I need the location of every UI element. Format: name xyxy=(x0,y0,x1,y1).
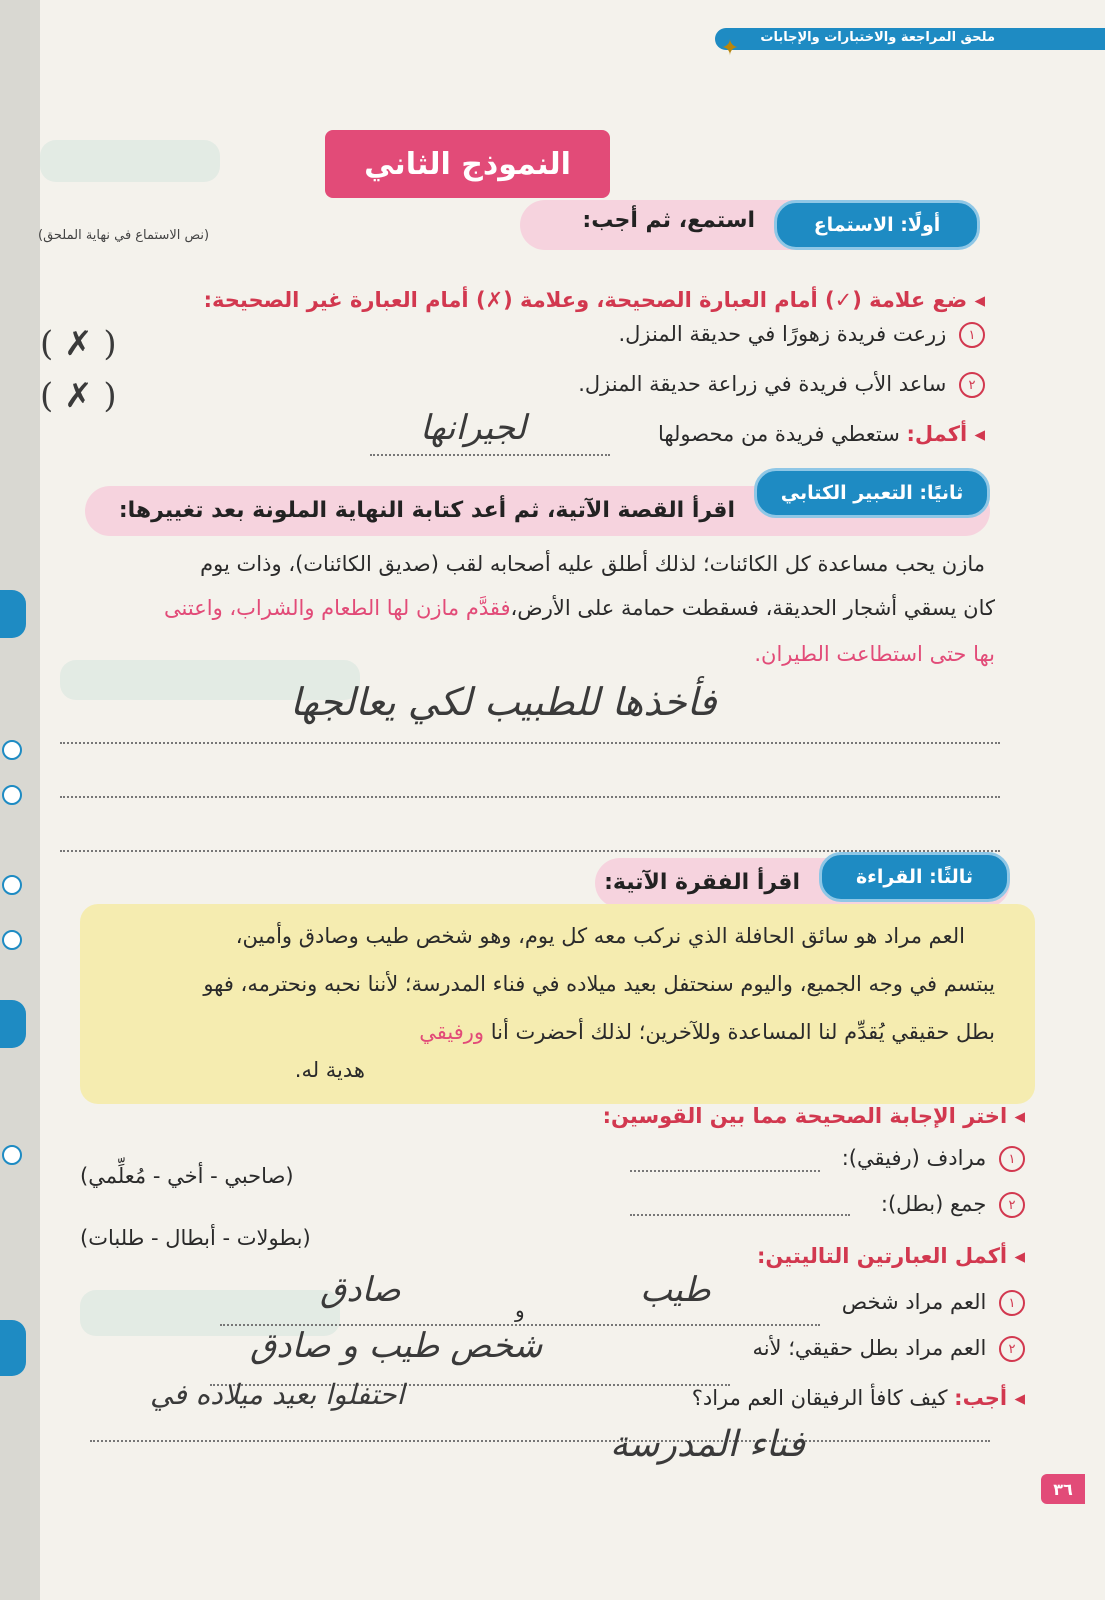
listening-note: (نص الاستماع في نهاية الملحق) xyxy=(38,228,210,243)
choose-item-2 xyxy=(881,1192,1025,1218)
writing-line-1 xyxy=(60,742,1000,744)
paragraph-line-2: يبتسم في وجه الجميع، واليوم سنحتفل بعيد ميلاده في فناء المدرسة؛ لأننا نحبه ونحترمه، فهو xyxy=(203,972,995,996)
page-number: ٣٦ xyxy=(1041,1474,1085,1504)
handwritten-story-ending: فأخذها للطبيب لكي يعالجها xyxy=(290,680,717,724)
side-marker xyxy=(2,930,22,950)
side-tab xyxy=(0,1320,26,1376)
answer-line xyxy=(370,454,610,456)
kids-logo-icon: ✦ xyxy=(720,36,740,61)
reading-badge: ثالثًا: القراءة xyxy=(819,852,1010,902)
answer-label: ◂ أجب: xyxy=(954,1386,1025,1410)
item-number: ٢ xyxy=(959,372,985,398)
side-marker xyxy=(2,875,22,895)
listening-item-1 xyxy=(618,322,985,348)
item-text: زرعت فريدة زهورًا في حديقة المنزل. xyxy=(618,322,947,346)
story-line-3: بها حتى استطاعت الطيران. xyxy=(754,642,995,666)
story-colored: فقدَّم مازن لها الطعام والشراب، واعتنى xyxy=(164,596,511,620)
item-text: العم مراد شخص xyxy=(841,1290,987,1314)
story-plain: كان يسقي أشجار الحديقة، فسقطت حمامة على الأرض، xyxy=(510,596,995,620)
writing-section-header xyxy=(85,482,990,536)
choose-label: ◂ اختر الإجابة الصحيحة مما بين القوسين: xyxy=(602,1104,1025,1128)
writing-instruction: اقرأ القصة الآتية، ثم أعد كتابة النهاية الملونة بعد تغييرها: xyxy=(118,498,735,523)
side-tab xyxy=(0,1000,26,1048)
writing-line-2 xyxy=(60,796,1000,798)
item-text: ساعد الأب فريدة في زراعة حديقة المنزل. xyxy=(578,372,947,396)
side-marker xyxy=(2,785,22,805)
item-text: جمع (بطل): xyxy=(880,1192,987,1216)
side-marker xyxy=(2,740,22,760)
complete-item-1 xyxy=(842,1290,1025,1316)
story-line-2 xyxy=(164,596,995,620)
side-marker xyxy=(2,1145,22,1165)
answer-question xyxy=(692,1386,1025,1410)
listening-complete xyxy=(658,422,985,446)
answer-line xyxy=(90,1440,990,1442)
item-text: العم مراد بطل حقيقي؛ لأنه xyxy=(752,1336,987,1360)
options-1: (صاحبي - أخي - مُعلِّمي) xyxy=(80,1164,294,1188)
header-title: ملحق المراجعة والاختبارات والإجابات xyxy=(760,30,995,45)
options-2: (بطولات - أبطال - طلبات) xyxy=(80,1226,311,1250)
complete-label: ◂ أكمل: xyxy=(906,422,985,446)
handwritten-answer: فناء المدرسة xyxy=(610,1424,805,1465)
listening-task: ◂ ضع علامة (✓) أمام العبارة الصحيحة، وعلامة (✗) أمام العبارة غير الصحيحة: xyxy=(203,288,985,312)
left-page-edge xyxy=(0,0,40,1600)
answer-mark-1: ( ✗ ) xyxy=(40,324,117,364)
item-number: ٢ xyxy=(999,1336,1025,1362)
handwritten-answer: صادق xyxy=(320,1270,401,1310)
item-number: ٢ xyxy=(999,1192,1025,1218)
story-line-1: مازن يحب مساعدة كل الكائنات؛ لذلك أطلق عليه أصحابه لقب (صديق الكائنات)، وذات يوم xyxy=(200,552,985,576)
handwritten-answer: شخص طيب و صادق xyxy=(250,1326,543,1366)
answer-line xyxy=(630,1170,820,1172)
listening-section-header xyxy=(520,200,980,250)
showthrough-shape xyxy=(40,140,220,182)
reading-instruction: اقرأ الفقرة الآتية: xyxy=(604,870,800,895)
writing-badge: ثانيًا: التعبير الكتابي xyxy=(754,468,990,518)
listening-badge: أولًا: الاستماع xyxy=(774,200,980,250)
reading-section-header xyxy=(595,858,1010,908)
item-text: مرادف (رفيقي): xyxy=(841,1146,987,1170)
paragraph-line-1: العم مراد هو سائق الحافلة الذي نركب معه كل يوم، وهو شخص طيب وصادق وأمين، xyxy=(235,924,965,948)
complete-item-2 xyxy=(752,1336,1025,1362)
complete-text: ستعطي فريدة من محصولها xyxy=(657,422,900,446)
handwritten-answer: لجيرانها xyxy=(420,408,527,448)
answer-line xyxy=(630,1214,850,1216)
choose-item-1 xyxy=(842,1146,1025,1172)
answer-mark-2: ( ✗ ) xyxy=(40,376,117,416)
paragraph-line-3 xyxy=(419,1020,995,1044)
complete-two-label: ◂ أكمل العبارتين التاليتين: xyxy=(757,1244,1025,1268)
paragraph-highlight: ورفيقي xyxy=(419,1020,485,1044)
joiner: و xyxy=(515,1298,525,1322)
side-tab xyxy=(0,590,26,638)
question-text: كيف كافأ الرفيقان العم مراد؟ xyxy=(691,1386,948,1410)
handwritten-answer: طيب xyxy=(640,1270,711,1310)
paragraph-text: بطل حقيقي يُقدِّم لنا المساعدة وللآخرين؛ لذلك أحضرت أنا xyxy=(490,1020,995,1044)
paragraph-line-4: هدية له. xyxy=(294,1058,365,1082)
page-title: النموذج الثاني xyxy=(325,130,610,198)
handwritten-answer: احتفلوا بعيد ميلاده في xyxy=(150,1378,405,1411)
item-number: ١ xyxy=(999,1290,1025,1316)
item-number: ١ xyxy=(959,322,985,348)
listening-instruction: استمع، ثم أجب: xyxy=(582,208,755,233)
item-number: ١ xyxy=(999,1146,1025,1172)
listening-item-2 xyxy=(578,372,985,398)
